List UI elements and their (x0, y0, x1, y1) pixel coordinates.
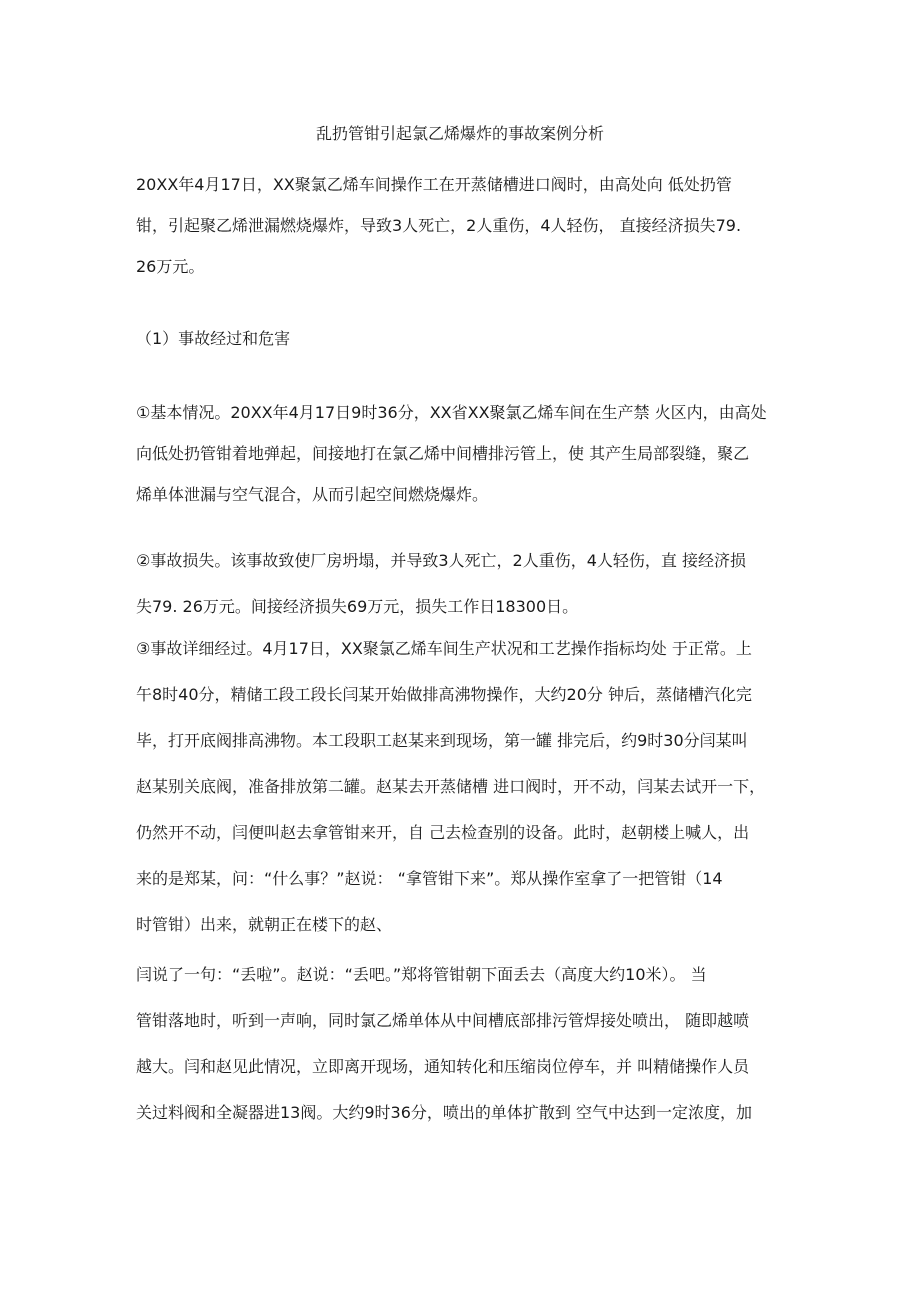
section-heading: （1）事故经过和危害 (136, 329, 291, 348)
paragraph-detailed-process: ③事故详细经过。4月17日，XX聚氯乙烯车间生产状况和工艺操作指标均处 于正常。上 午8时40分，精储工段工段长闫某开始做排高沸物操作，大约20分 钟后，蒸储槽汽化完 毕，打开底阀排高沸物。本工段职工赵某来到现场，第一罐 排完后，约9时30分闫某叫 赵某别关底阀，准备排放第二罐。赵某去开蒸储槽 进口阀时，开不动，闫某去试开一下， 仍然开不动，闫便叫赵去拿管钳来开，自 己去检查别的设备。此时，赵朝楼上喊人，出 来的是郑某，问：“什么事？”赵说： “拿管钳下来”。郑从操作室拿了一把管钳（14 时管钳）出来，就朝正在楼下的赵、 (136, 639, 766, 934)
paragraph-continuation: 闫说了一句：“丢啦”。赵说：“丢吧。”郑将管钳朝下面丢去（高度大约10米）。 当 管钳落地时，听到一声响，同时氯乙烯单体从中间槽底部排污管焊接处喷出， 随即越喷 越大。闫和赵见此情况，立即离开现场，通知转化和压缩岗位停车，并 叫精储操作人员 关过料阀和全凝器进13阀。大约9时36分，喷出的单体扩散到 空气中达到一定浓度，加 (136, 965, 752, 1122)
paragraph-basic-situation: ①基本情况。20XX年4月17日9时36分，XX省XX聚氯乙烯车间在生产禁 火区内，由高处 向低处扔管钳着地弹起，间接地打在氯乙烯中间槽排污管上，使 其产生局部裂缝，聚乙 烯单体泄漏与空气混合，从而引起空间燃烧爆炸。 (136, 403, 767, 504)
paragraph-accident-loss: ②事故损失。该事故致使厂房坍塌，并导致3人死亡，2人重伤，4人轻伤，直 接经济损 失79. 26万元。间接经济损失69万元，损失工作日18300日。 (136, 551, 746, 616)
document-title: 乱扔管钳引起氯乙烯爆炸的事故案例分析 (315, 124, 604, 143)
paragraph-intro: 20XX年4月17日，XX聚氯乙烯车间操作工在开蒸储槽进口阀时，由高处向 低处扔管 钳，引起聚乙烯泄漏燃烧爆炸，导致3人死亡，2人重伤，4人轻伤， 直接经济损失79. 26万元。 (136, 175, 742, 276)
